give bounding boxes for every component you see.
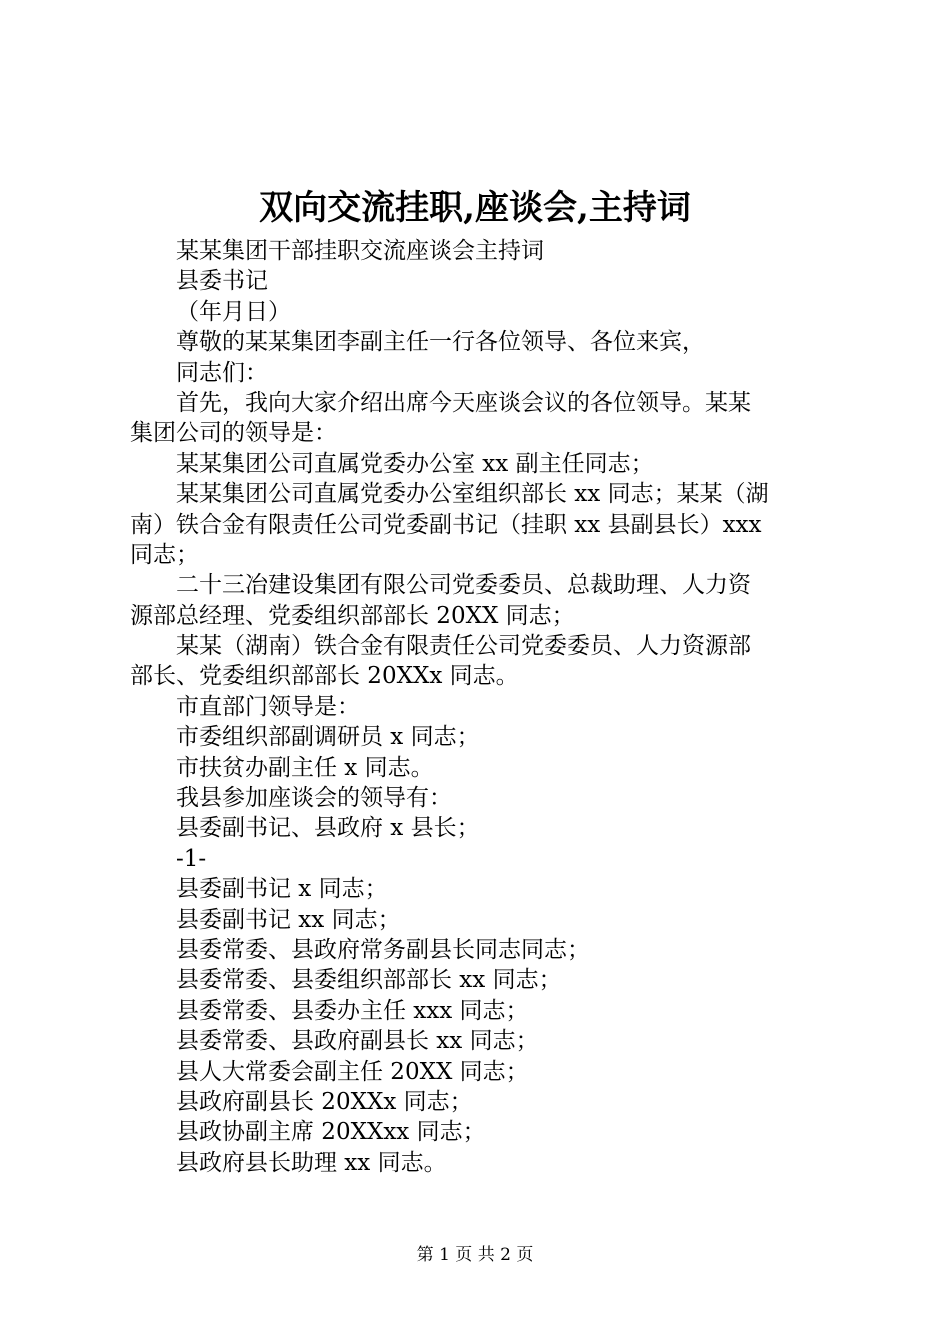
body-line: 县委常委、县政府副县长 xx 同志； <box>176 1028 539 1055</box>
body-line: 南）铁合金有限责任公司党委副书记（挂职 xx 县副县长）xxx <box>130 511 762 538</box>
body-line: 集团公司的领导是： <box>130 420 337 447</box>
body-line: 二十三冶建设集团有限公司党委委员、总裁助理、人力资 <box>176 572 751 599</box>
body-line: 县委书记 <box>176 268 268 295</box>
body-line: 市扶贫办副主任 x 同志。 <box>176 754 434 781</box>
body-line: 县人大常委会副主任 20XX 同志； <box>176 1058 529 1085</box>
body-line: 源部总经理、党委组织部部长 20XX 同志； <box>130 602 575 629</box>
body-line: 县政协副主席 20XXxx 同志； <box>176 1119 486 1146</box>
body-line: 某某集团公司直属党委办公室 xx 副主任同志； <box>176 450 654 477</box>
body-line: -1- <box>176 845 207 872</box>
body-line: 县委副书记 x 同志； <box>176 876 388 903</box>
body-line: 某某（湖南）铁合金有限责任公司党委委员、人力资源部 <box>176 633 751 660</box>
body-line: 县政府县长助理 xx 同志。 <box>176 1149 447 1176</box>
body-line: 我县参加座谈会的领导有： <box>176 785 452 812</box>
body-line: （年月日） <box>176 298 291 325</box>
body-line: 同志； <box>130 541 199 568</box>
document-title: 双向交流挂职,座谈会,主持词 <box>259 188 691 228</box>
body-line: 县委副书记、县政府 x 县长； <box>176 815 480 842</box>
body-line: 县政府副县长 20XXx 同志； <box>176 1088 473 1115</box>
body-line: 市直部门领导是： <box>176 693 360 720</box>
body-line: 某某集团公司直属党委办公室组织部长 xx 同志；某某（湖 <box>176 481 769 508</box>
body-line: 县委常委、县政府常务副县长同志同志； <box>176 936 590 963</box>
body-line: 同志们： <box>176 359 268 386</box>
body-line: 市委组织部副调研员 x 同志； <box>176 724 480 751</box>
page-footer: 第 1 页 共 2 页 <box>416 1245 534 1265</box>
body-line: 县委副书记 xx 同志； <box>176 906 401 933</box>
body-line: 部长、党委组织部部长 20XXx 同志。 <box>130 663 519 690</box>
body-line: 县委常委、县委办主任 xxx 同志； <box>176 997 529 1024</box>
body-line: 某某集团干部挂职交流座谈会主持词 <box>176 238 544 264</box>
body-line: 首先，我向大家介绍出席今天座谈会议的各位领导。某某 <box>176 389 751 416</box>
body-line: 县委常委、县委组织部部长 xx 同志； <box>176 967 562 994</box>
document-body <box>130 236 835 1178</box>
body-line: 尊敬的某某集团李副主任一行各位领导、各位来宾， <box>176 329 705 356</box>
